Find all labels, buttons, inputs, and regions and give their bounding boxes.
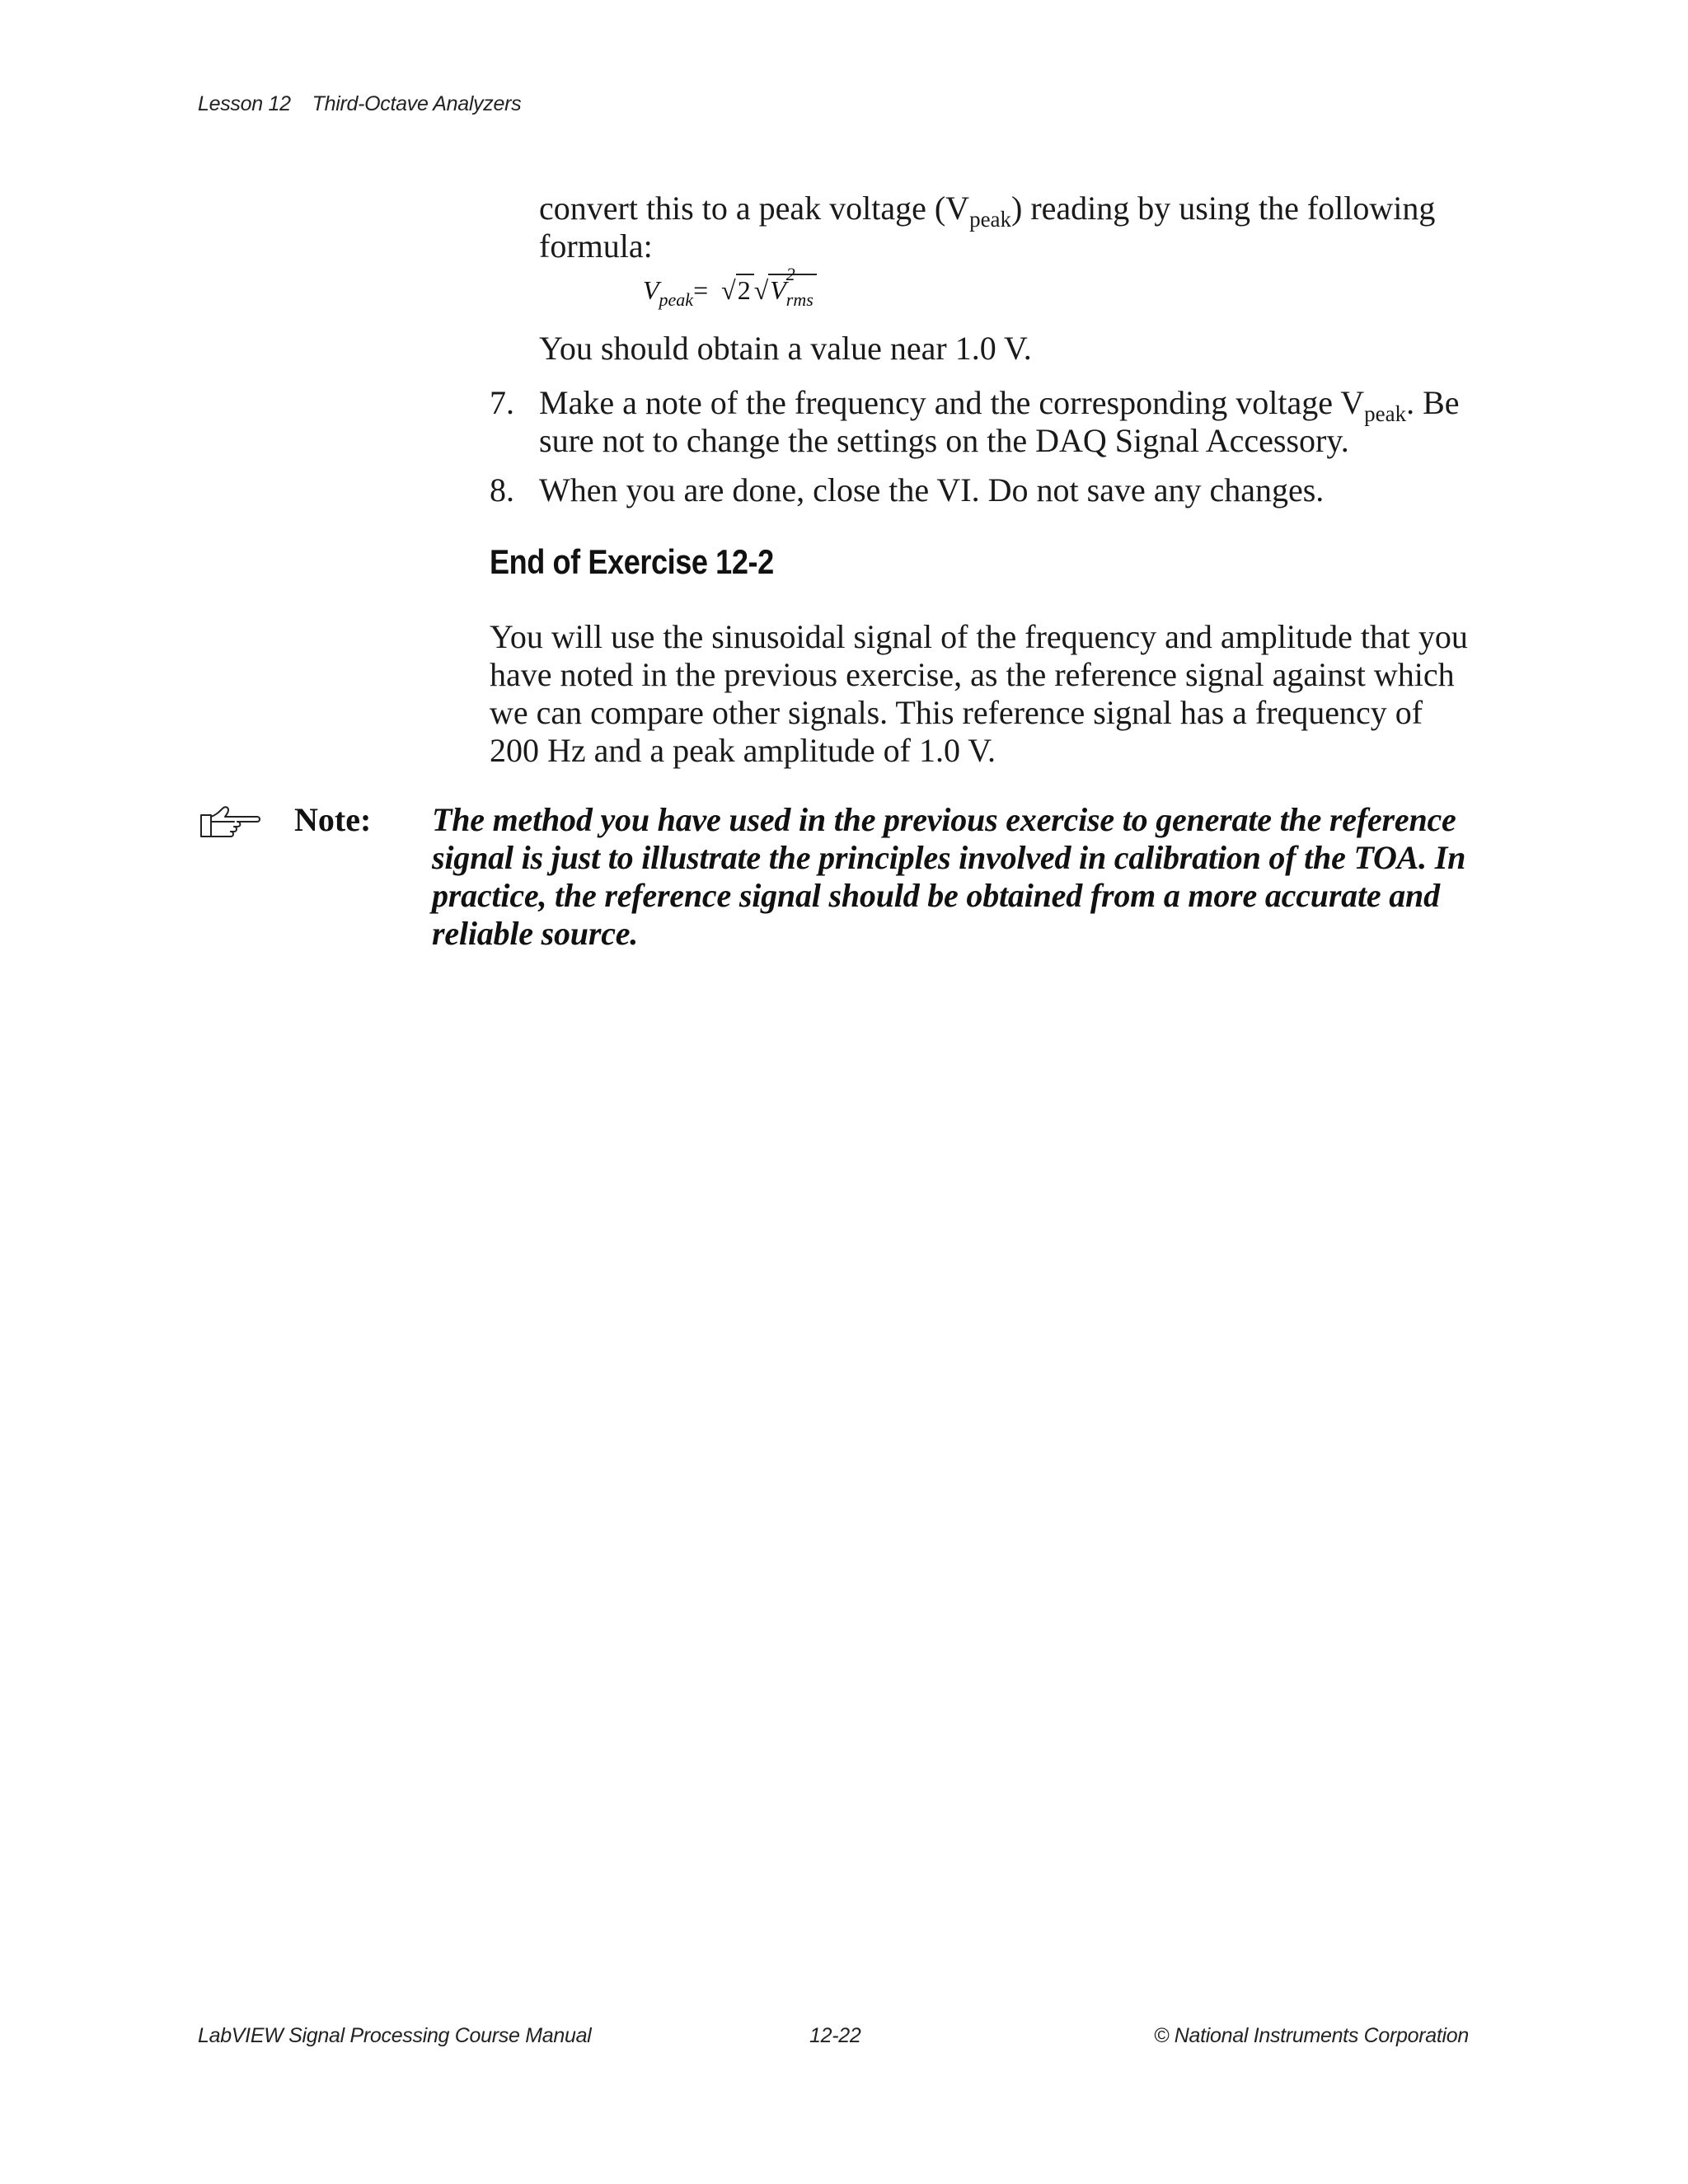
sqrt-vrms <box>768 264 817 311</box>
note-text: The method you have used in the previous exercise to generate the reference signal is just to illustrate the principles involved in calibration of the TOA. In practice, the reference signal should be obtained from a more accurate and reliable source. <box>432 801 1466 952</box>
footer-copyright: © National Instruments Corporation <box>1153 2024 1469 2047</box>
sqrt-symbol-2: √ <box>753 275 769 305</box>
running-header <box>198 92 521 116</box>
formula-equals: = <box>693 275 709 305</box>
formula-rhs-var: V <box>770 275 786 305</box>
header-lesson: Lesson 12 <box>198 92 291 115</box>
section-heading: End of Exercise 12-2 <box>490 542 774 581</box>
peak-subscript: peak <box>1364 401 1407 426</box>
step-number: 8. <box>490 471 514 509</box>
header-title: Third-Octave Analyzers <box>312 92 522 115</box>
peak-subscript: peak <box>969 207 1012 232</box>
formula-lhs-var: V <box>643 275 659 305</box>
sqrt-symbol: √ <box>721 275 736 305</box>
list-item <box>490 384 1479 460</box>
footer-manual-title: LabVIEW Signal Processing Course Manual <box>198 2024 592 2047</box>
list-item <box>490 471 1479 509</box>
pointing-hand-icon <box>198 804 262 840</box>
formula-rhs-sub: rms <box>785 289 814 310</box>
step-text: When you are done, close the VI. Do not save any changes. <box>539 471 1325 509</box>
expected-value-text: You should obtain a value near 1.0 V. <box>539 330 1032 367</box>
footer-page-number: 12-22 <box>809 2024 861 2047</box>
note-label: Note: <box>294 801 372 838</box>
continued-paragraph: convert this to a peak voltage $(V_{peak})$ reading by using the following formula: <box>539 190 1436 265</box>
peak-voltage-formula <box>643 264 817 311</box>
step-number: 7. <box>490 384 514 421</box>
sqrt-two: 2 <box>736 274 754 306</box>
formula-rhs-sup: 2 <box>785 264 795 284</box>
formula-lhs-sub: peak <box>659 289 694 310</box>
step-text: Make a note of the frequency and the corresponding voltage $V_{peak}$. Be sure not to change the settings on the DAQ Signal Accessory. <box>539 384 1460 459</box>
summary-paragraph: You will use the sinusoidal signal of the frequency and amplitude that you have noted in the previous exercise, as the reference signal against which we can compare other signals. This reference signal has a frequency of 200 Hz and a peak amplitude of 1.0 V. <box>490 618 1468 769</box>
